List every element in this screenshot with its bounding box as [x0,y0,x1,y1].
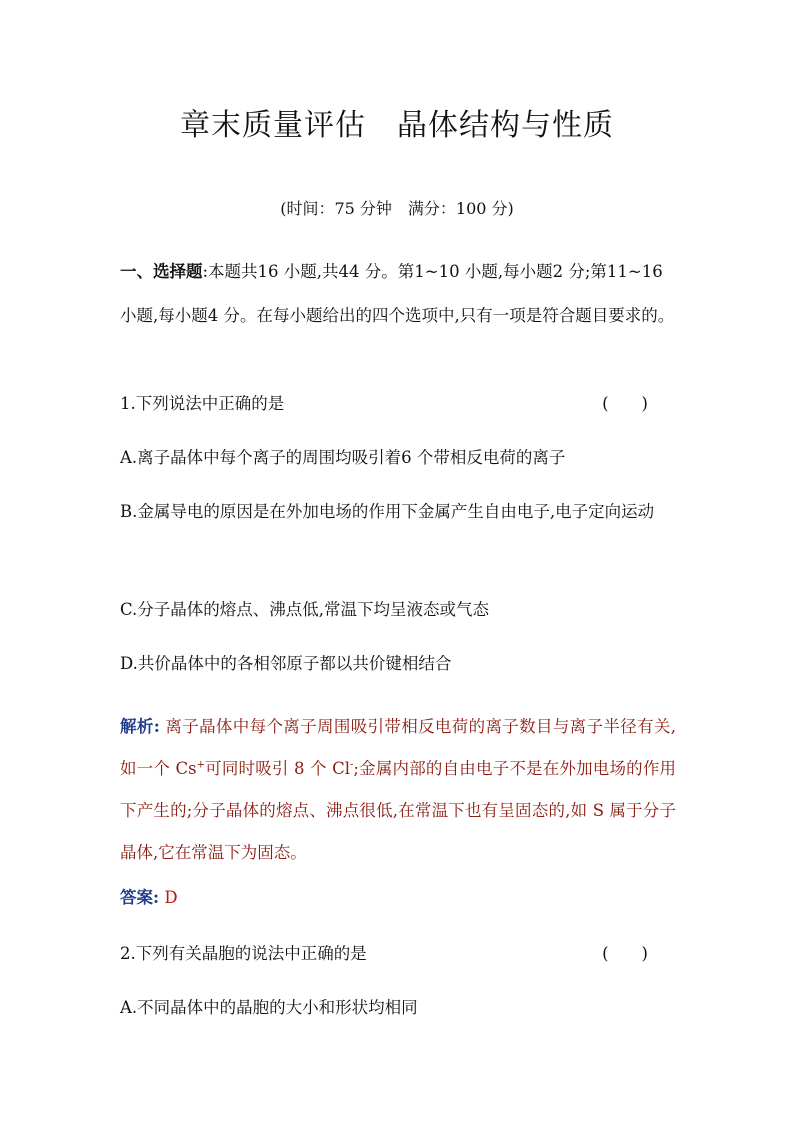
cl-charge: - [350,759,354,771]
question-1-option-a: A.离子晶体中每个离子的周围均吸引着6 个带相反电荷的离子 [120,448,566,467]
answer-label: 答案 [120,888,153,907]
answer-value: D [164,888,178,907]
question-2-answer-bracket: ( ) [602,944,648,963]
question-1-option-b: B.金属导电的原因是在外加电场的作用下金属产生自由电子,电子定向运动 [120,502,655,521]
time-score-info: (时间：75 分钟 满分：100 分) [280,199,514,218]
analysis-label: 解析 [120,717,154,736]
analysis-text-3: ;金属内部的自由电子不是在外加电场的作用下产生的;分子晶体的熔点、沸点很低,在常温下也有呈固态的,如 S 属于分子晶体,它在常温下为固态。 [120,759,677,862]
analysis-text-1: 离子晶体中每个离子周围吸引带相反电荷的离子数目与离子半径有关,如一个 Cs [120,717,677,778]
analysis-block [120,706,676,874]
section-instructions [120,250,676,338]
analysis-colon: : [153,717,160,736]
question-1-option-d: D.共价晶体中的各相邻原子都以共价键相结合 [120,654,452,673]
question-1-stem: 1.下列说法中正确的是 [120,394,285,413]
question-1-option-c: C.分子晶体的熔点、沸点低,常温下均呈液态或气态 [120,600,490,619]
question-2-option-a: A.不同晶体中的晶胞的大小和形状均相同 [120,998,418,1017]
question-1-stem-row [120,392,676,416]
analysis-text-2: 可同时吸引 8 个 Cl [204,759,350,778]
answer-row [120,886,178,910]
section-heading: 一、选择题 [120,262,203,281]
question-2-stem-row [120,942,676,966]
cs-charge: + [196,759,205,771]
question-2-stem: 2.下列有关晶胞的说法中正确的是 [120,944,367,963]
question-1-answer-bracket: ( ) [602,394,648,413]
page-title: 章末质量评估 晶体结构与性质 [180,108,614,143]
section-text: :本题共16 小题,共44 分。第1~10 小题,每小题2 分;第11~16小题,每小题4 分。在每小题给出的四个选项中,只有一项是符合题目要求的。 [120,262,675,325]
answer-colon: : [153,888,160,907]
